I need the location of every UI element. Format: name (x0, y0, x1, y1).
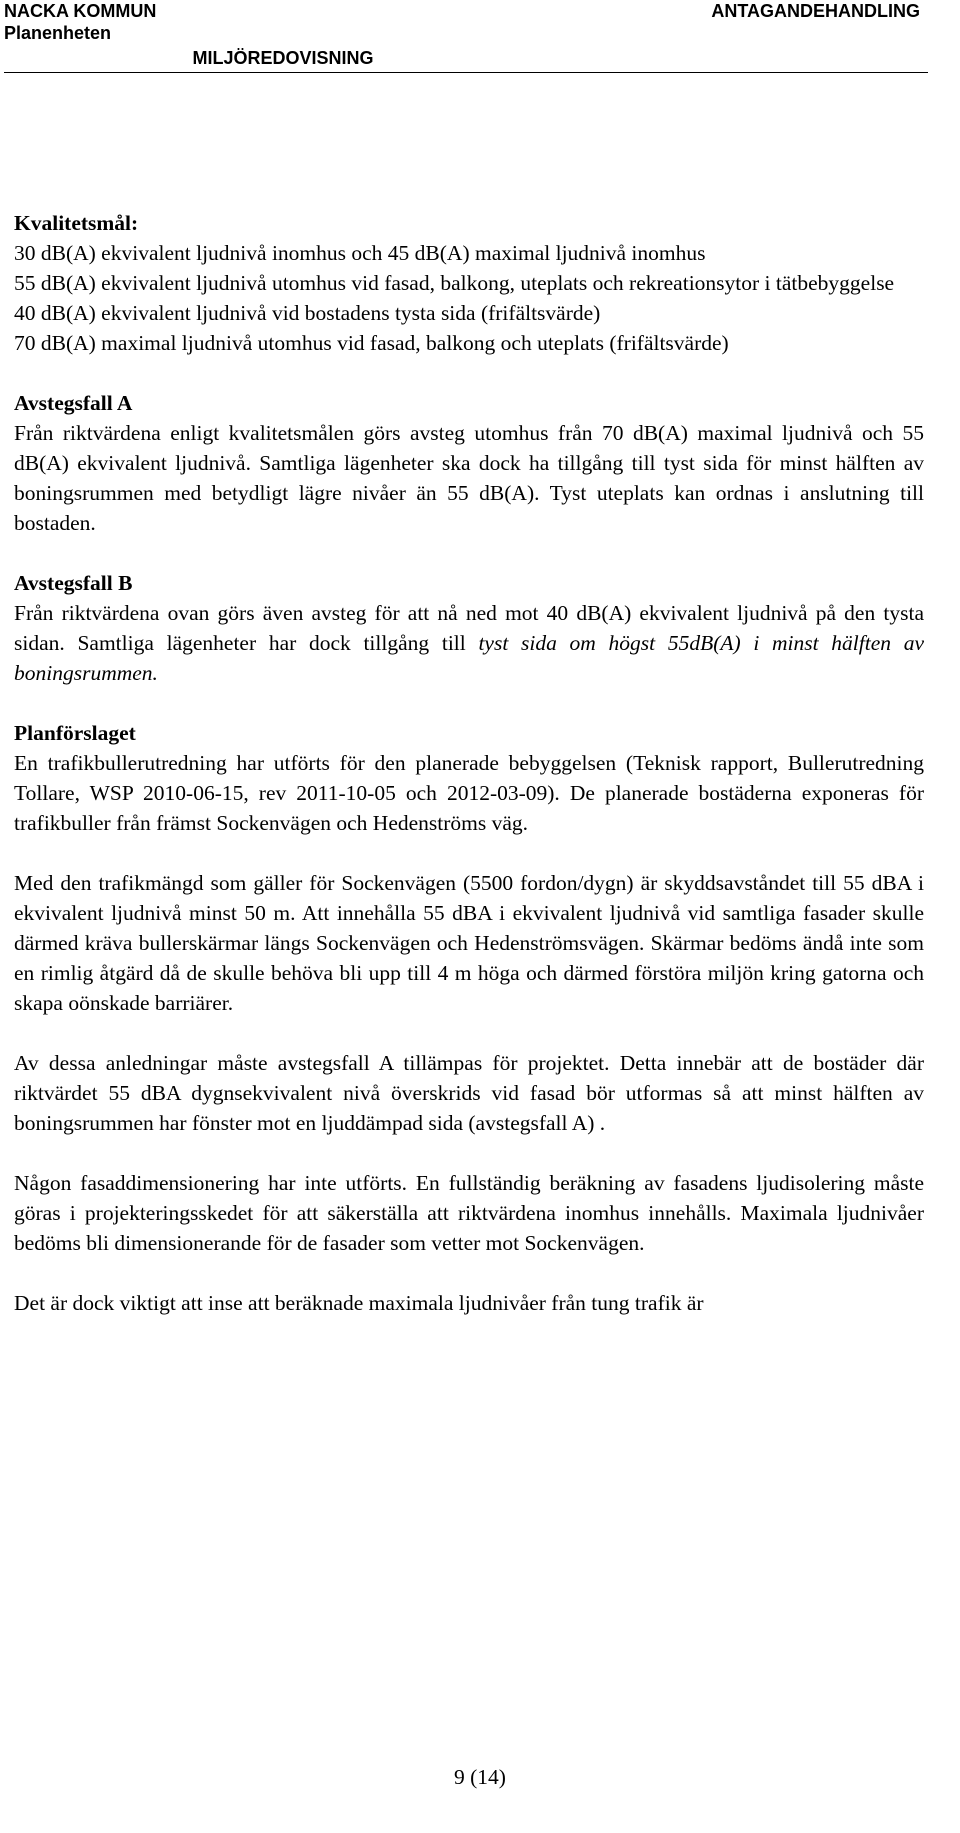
page-number: 9 (14) (454, 1765, 506, 1789)
quality-goal-3: 40 dB(A) ekvivalent ljudnivå vid bostadens tysta sida (frifältsvärde) (14, 301, 601, 325)
header-divider (4, 72, 928, 73)
proposal-title: Planförslaget (14, 721, 136, 745)
header-status: ANTAGANDEHANDLING (711, 1, 920, 21)
quality-goal-1: 30 dB(A) ekvivalent ljudnivå inomhus och 45 dB(A) maximal ljudnivå inomhus (14, 241, 706, 265)
spacer (14, 838, 924, 868)
header-dept: Planenheten (4, 23, 112, 43)
proposal-paragraph-5: Det är dock viktigt att inse att beräknade maximala ljudnivåer från tung trafik är (14, 1291, 704, 1315)
deviation-b-text-italic: tyst sida om högst 55dB(A) i minst hälften av boningsrummen. (14, 631, 925, 685)
quality-goals-title: Kvalitetsmål: (14, 211, 139, 235)
proposal-paragraph-3: Av dessa anledningar måste avstegsfall A tillämpas för projektet. Detta innebär att de bostäder där riktvärdet 55 dBA dygnsekvivalent nivå överskrids vid fasad bör utformas så att minst hälften av boningsrummen har fönster mot en ljuddämpad sida (avstegsfall A) . (14, 1051, 924, 1135)
quality-goal-2: 55 dB(A) ekvivalent ljudnivå utomhus vid fasad, balkong, uteplats och rekreationsytor i tätbebyggelse (14, 271, 895, 295)
deviation-b-text: Från riktvärdena ovan görs även avsteg för att nå ned mot 40 dB(A) ekvivalent ljudnivå på den tysta sidan. Samtliga lägenheter har dock tillgång till (14, 601, 924, 655)
header-doc-title: MILJÖREDOVISNING (192, 48, 374, 68)
deviation-b-title: Avstegsfall B (14, 571, 133, 595)
spacer (14, 1018, 924, 1048)
spacer (14, 538, 924, 568)
proposal-paragraph-2: Med den trafikmängd som gäller för Sockenvägen (5500 fordon/dygn) är skyddsavståndet till 55 dBA i ekvivalent ljudnivå minst 50 m. Att innehålla 55 dBA i ekvivalent ljudnivå vid samtliga fasader skulle därmed kräva bullerskärmar längs Sockenvägen och Hedenströmsvägen. Skärmar bedöms ändå inte som en rimlig åtgärd då de skulle behöva bli upp till 4 m höga och därmed förstöra miljön kring gatorna och skapa oönskade barriärer. (14, 871, 924, 1015)
spacer (14, 358, 924, 388)
header-left (4, 0, 156, 44)
page-header (0, 0, 960, 72)
quality-goal-4: 70 dB(A) maximal ljudnivå utomhus vid fasad, balkong och uteplats (frifältsvärde) (14, 331, 729, 355)
proposal-paragraph-4: Någon fasaddimensionering har inte utförts. En fullständig beräkning av fasadens ljudisolering måste göras i projekteringsskedet för att säkerställa att riktvärdena inomhus innehålls. Maximala ljudnivåer bedöms bli dimensionerande för de fasader som vetter mot Sockenvägen. (14, 1171, 924, 1255)
spacer (14, 688, 924, 718)
document-body (14, 208, 924, 1318)
proposal-paragraph-1: En trafikbullerutredning har utförts för den planerade bebyggelsen (Teknisk rapport, Bullerutredning Tollare, WSP 2010-06-15, rev 2011-10-05 och 2012-03-09). De planerade bostäderna exponeras för trafikbuller från främst Sockenvägen och Hedenströms väg. (14, 751, 924, 835)
deviation-a-text: Från riktvärdena enligt kvalitetsmålen görs avsteg utomhus från 70 dB(A) maximal ljudnivå och 55 dB(A) ekvivalent ljudnivå. Samtliga lägenheter ska dock ha tillgång till tyst sida för minst hälften av boningsrummen med betydligt lägre nivåer än 55 dB(A). Tyst uteplats kan ordnas i anslutning till bostaden. (14, 421, 924, 535)
header-org: NACKA KOMMUN (4, 1, 157, 21)
deviation-b-paragraph (14, 598, 924, 688)
spacer (14, 1138, 924, 1168)
spacer (14, 1258, 924, 1288)
deviation-a-title: Avstegsfall A (14, 391, 133, 415)
